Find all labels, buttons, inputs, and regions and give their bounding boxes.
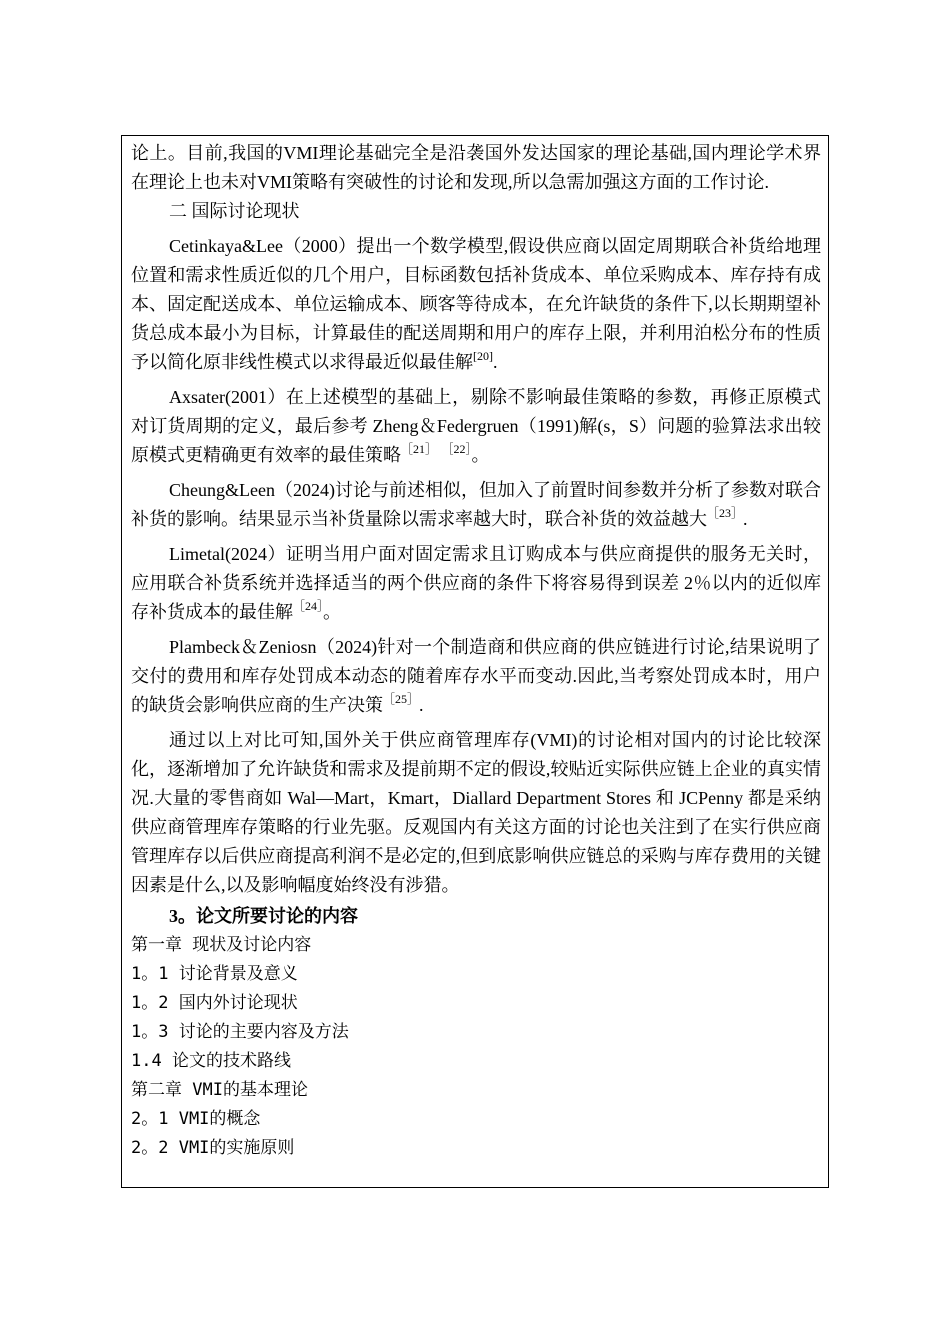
outline-item: 1。2 国内外讨论现状 xyxy=(131,993,298,1013)
paragraph-comparison: 通过以上对比可知,国外关于供应商管理库存(VMI)的讨论相对国内的讨论比较深化，逐渐增加了允许缺货和需求及提前期不定的假设,较贴近实际供应链上企业的真实情况.大量的零售商如 Wal—Mart，Kmart，Diallard Department Stores 和 JCPenny 都是采纳供应商管理库存策略的行业先驱。反观国内有关这方面的讨论也关注到了在实行供应商管理库存以后供应商提高利润不是必定的,但到底影响供应链总的采购与库存费用的关键因素是什么,以及影响幅度始终没有涉猎。 xyxy=(131,730,821,895)
paragraph-plambeck xyxy=(131,633,821,720)
citation-ref: ［21］ xyxy=(401,442,438,456)
paragraph-axsater xyxy=(131,383,821,470)
paragraph-limetal xyxy=(131,540,821,627)
paragraph-text: Cheung&Leen（2024)讨论与前述相似，但加入了前置时间参数并分析了参数对联合补货的影响。结果显示当补货量除以需求率越大时，联合补货的效益越大 xyxy=(131,480,821,529)
paragraph-cetinkaya xyxy=(131,232,821,377)
citation-ref: ［25］ xyxy=(383,692,420,706)
subheading-international: 二 国际讨论现状 xyxy=(169,201,300,221)
paragraph-end: 。 xyxy=(323,602,342,622)
outline-item: 1。1 讨论背景及意义 xyxy=(131,964,298,984)
citation-ref: ［22］ xyxy=(441,442,472,456)
outline-item: 2。1 VMI的概念 xyxy=(131,1109,261,1129)
paragraph-text: Limetal(2024）证明当用户面对固定需求且订购成本与供应商提供的服务无关时，应用联合补货系统并选择适当的两个供应商的条件下将容易得到误差 2％以内的近似库存补货成本的最佳解 xyxy=(131,544,821,622)
paragraph-end: . xyxy=(419,695,424,715)
paragraph-text: Cetinkaya&Lee（2000）提出一个数学模型,假设供应商以固定周期联合补货给地理位置和需求性质近似的几个用户，目标函数包括补货成本、单位采购成本、库存持有成本、固定配送成本、单位运输成本、顾客等待成本，在允许缺货的条件下,以长期期望补货总成本最小为目标，计算最佳的配送周期和用户的库存上限，并利用泊松分布的性质予以简化原非线性模式以求得最近似最佳解 xyxy=(131,236,821,372)
citation-ref: ［24］ xyxy=(293,599,324,613)
paragraph-text: Plambeck＆Zeniosn（2024)针对一个制造商和供应商的供应链进行讨论,结果说明了交付的费用和库存处罚成本动态的随着库存水平而变动.因此,当考察处罚成本时，用户的缺货会影响供应商的生产决策 xyxy=(131,637,821,715)
outline-item: 1.4 论文的技术路线 xyxy=(131,1051,291,1071)
paragraph-end: . xyxy=(493,352,498,372)
paragraph-text: Axsater(2001）在上述模型的基础上，剔除不影响最佳策略的参数，再修正原模式对订货周期的定义，最后参考 Zheng＆Federgruen（1991)解(s，S）问题的验算法求出较原模式更精确更有效率的最佳策略 xyxy=(131,387,821,465)
document-body xyxy=(131,139,821,1163)
paragraph-intro: 论上。目前,我国的VMI理论基础完全是沿袭国外发达国家的理论基础,国内理论学术界在理论上也未对VMI策略有突破性的讨论和发现,所以急需加强这方面的工作讨论. xyxy=(131,143,821,192)
paragraph-end: 。 xyxy=(471,445,490,465)
outline-item: 2。2 VMI的实施原则 xyxy=(131,1138,295,1158)
citation-ref: [20] xyxy=(473,349,493,363)
outline-list xyxy=(131,931,821,1163)
outline-item: 第二章 VMI的基本理论 xyxy=(131,1080,308,1100)
citation-ref: ［23］ xyxy=(707,506,744,520)
paragraph-cheung xyxy=(131,476,821,534)
outline-item: 1。3 讨论的主要内容及方法 xyxy=(131,1022,349,1042)
outline-item: 第一章 现状及讨论内容 xyxy=(131,935,312,955)
paragraph-end: . xyxy=(743,509,748,529)
section-heading-3: 3。论文所要讨论的内容 xyxy=(169,906,358,926)
